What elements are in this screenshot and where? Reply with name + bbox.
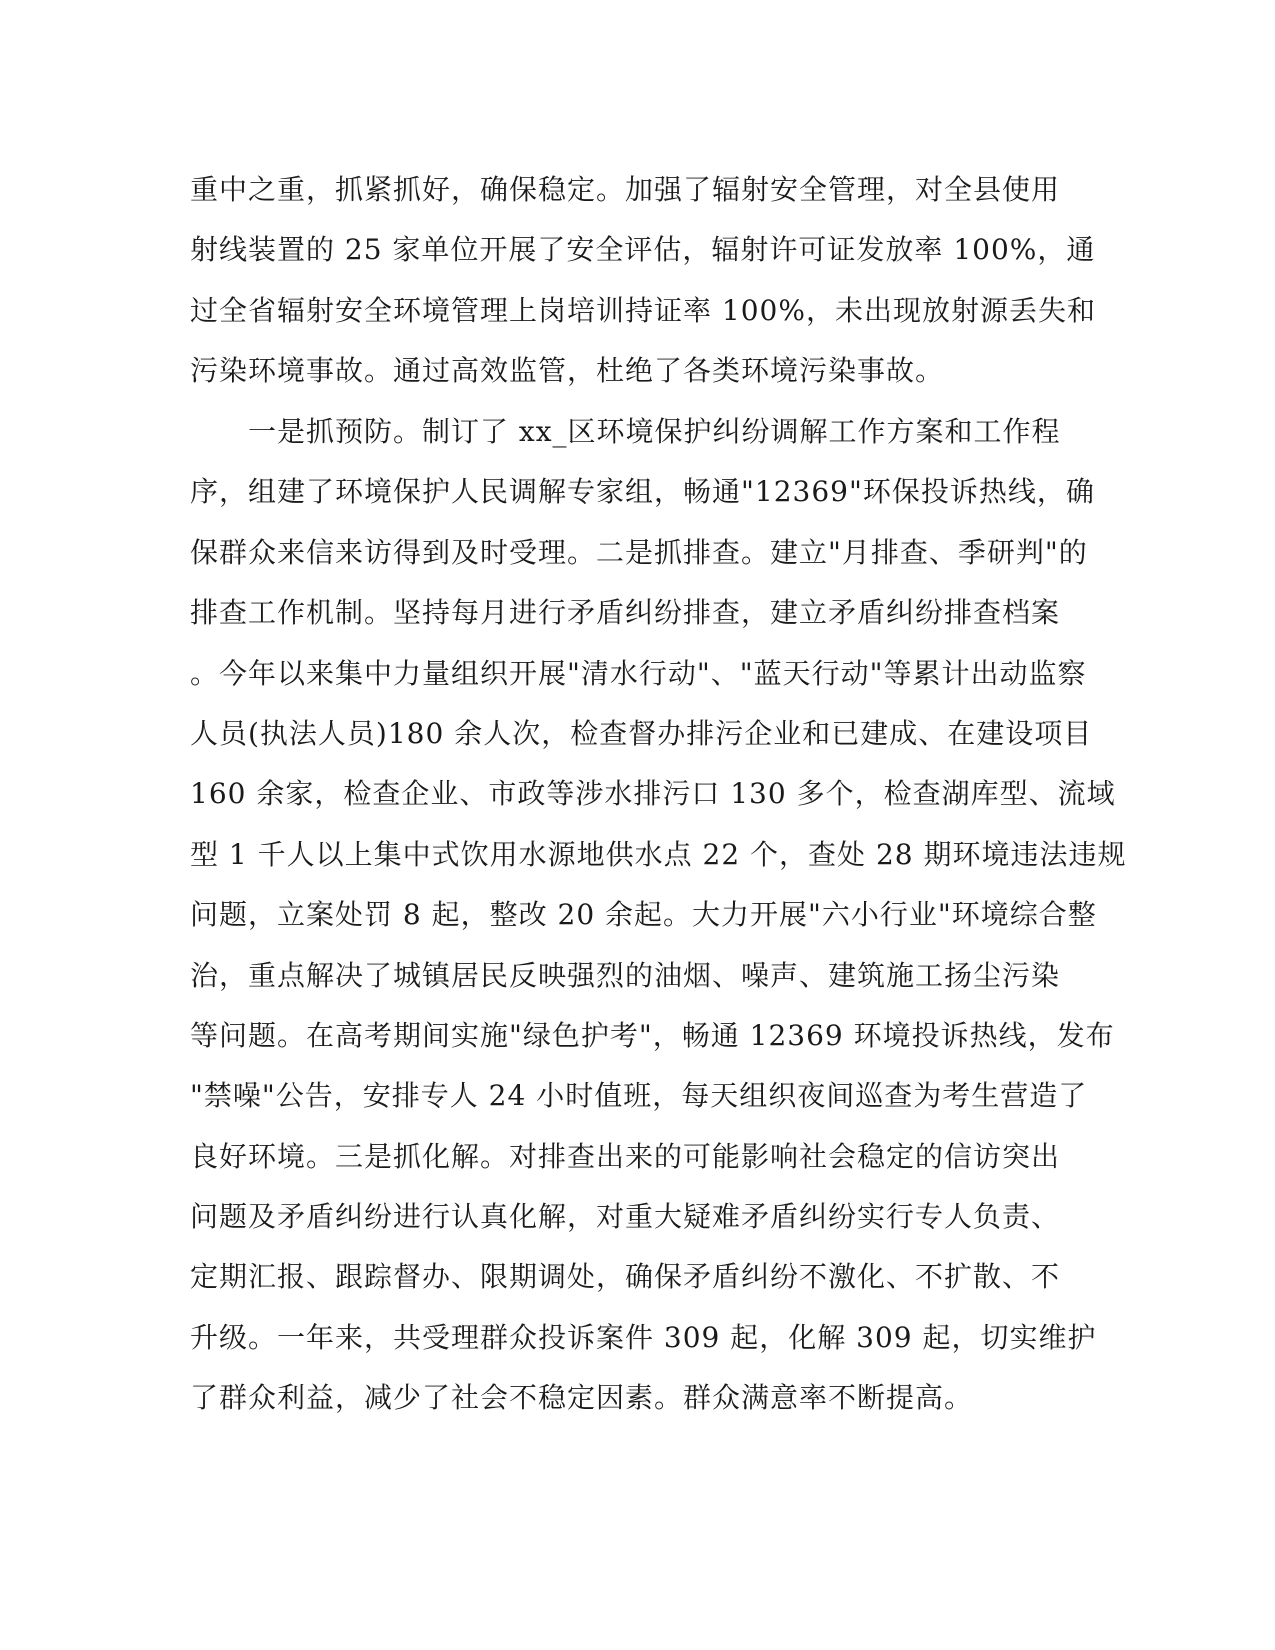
paragraph-dispute-mediation — [190, 402, 1127, 1429]
text-line: 重中之重，抓紧抓好，确保稳定。加强了辐射安全管理，对全县使用 — [190, 173, 1061, 206]
text-line: 保群众来信来访得到及时受理。二是抓排查。建立"月排查、季研判"的 — [190, 535, 1088, 569]
text-line: 。今年以来集中力量组织开展"清水行动"、"蓝天行动"等累计出动监察 — [190, 656, 1087, 690]
text-line: 升级。一年来，共受理群众投诉案件 309 起，化解 309 起，切实维护 — [190, 1320, 1097, 1354]
text-line: 等问题。在高考期间实施"绿色护考"，畅通 12369 环境投诉热线，发布 — [190, 1018, 1115, 1052]
text-line: 治，重点解决了城镇居民反映强烈的油烟、噪声、建筑施工扬尘污染 — [190, 958, 1061, 992]
text-line: 了群众利益，减少了社会不稳定因素。群众满意率不断提高。 — [190, 1381, 974, 1415]
text-line: 160 余家，检查企业、市政等涉水排污口 130 多个，检查湖库型、流域 — [190, 777, 1116, 811]
paragraph-radiation-safety — [190, 160, 1096, 402]
text-line: 过全省辐射安全环境管理上岗培训持证率 100%，未出现放射源丢失和 — [190, 293, 1096, 327]
text-line: 污染环境事故。通过高效监管，杜绝了各类环境污染事故。 — [190, 354, 945, 388]
text-line: 序，组建了环境保护人民调解专家组，畅通"12369"环保投诉热线，确 — [190, 475, 1095, 509]
text-line: 问题，立案处罚 8 起，整改 20 余起。大力开展"六小行业"环境综合整 — [190, 898, 1097, 932]
text-line: 型 1 千人以上集中式饮用水源地供水点 22 个，查处 28 期环境违法违规 — [190, 837, 1127, 871]
text-line: 一是抓预防。制订了 xx_区环境保护纠纷调解工作方案和工作程 — [190, 415, 1061, 448]
text-line: 排查工作机制。坚持每月进行矛盾纠纷排查，建立矛盾纠纷排查档案 — [190, 596, 1061, 630]
text-line: 人员(执法人员)180 余人次，检查督办排污企业和已建成、在建设项目 — [190, 716, 1093, 750]
text-line: "禁噪"公告，安排专人 24 小时值班，每天组织夜间巡查为考生营造了 — [190, 1079, 1088, 1113]
text-line: 定期汇报、跟踪督办、限期调处，确保矛盾纠纷不激化、不扩散、不 — [190, 1260, 1061, 1294]
text-line: 射线装置的 25 家单位开展了安全评估，辐射许可证发放率 100%，通 — [190, 233, 1096, 267]
text-line: 良好环境。三是抓化解。对排查出来的可能影响社会稳定的信访突出 — [190, 1139, 1061, 1173]
text-line: 问题及矛盾纠纷进行认真化解，对重大疑难矛盾纠纷实行专人负责、 — [190, 1200, 1061, 1234]
